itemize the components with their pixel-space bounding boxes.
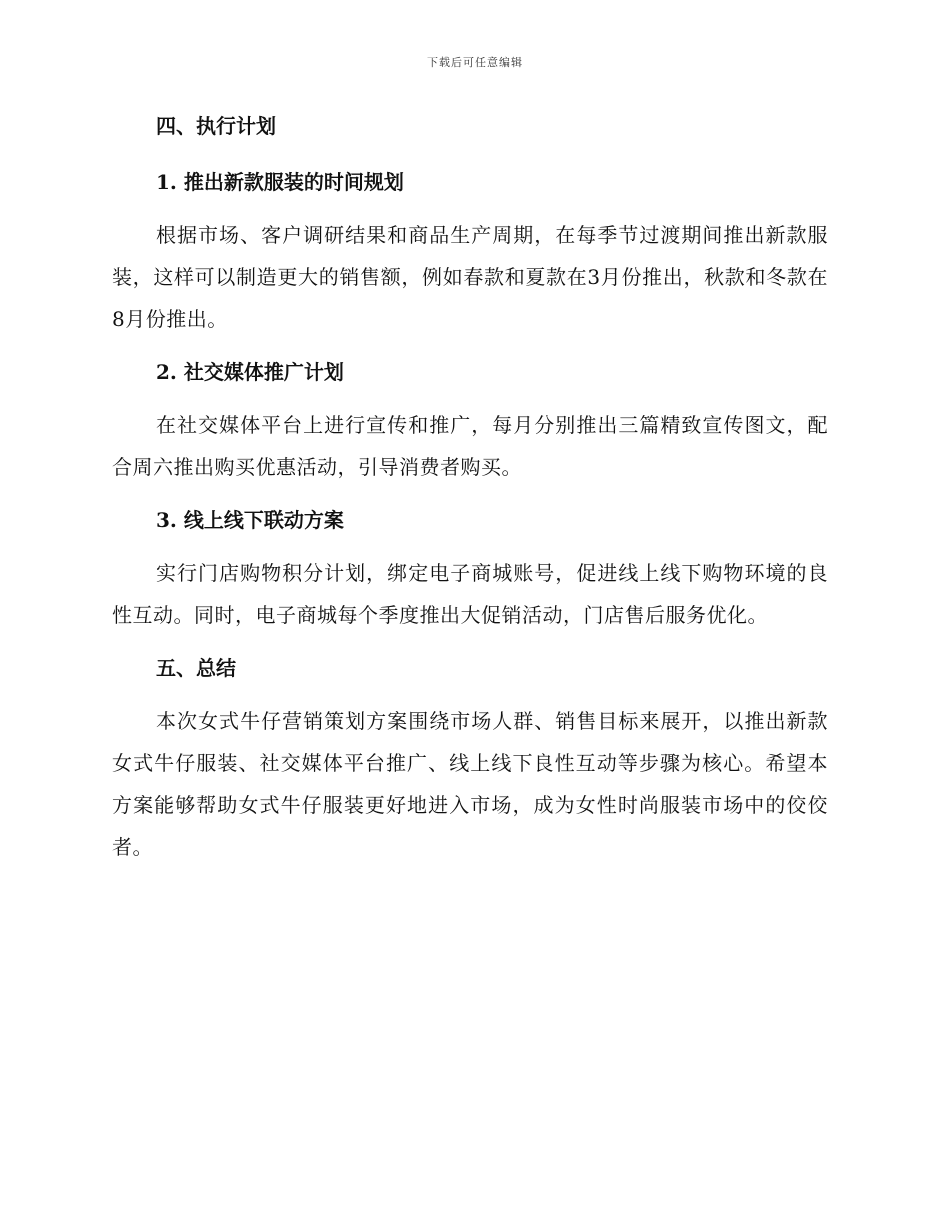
section-heading-execution-plan: 四、执行计划 bbox=[156, 114, 276, 138]
paragraph-online-offline: 实行门店购物积分计划，绑定电子商城账号，促进线上线下购物环境的良性互动。同时，电子商城每个季度推出大促销活动，门店售后服务优化。 bbox=[112, 561, 828, 627]
subheading-online-offline: 3. 线上线下联动方案 bbox=[156, 508, 344, 532]
subheading-social-media: 2. 社交媒体推广计划 bbox=[156, 360, 344, 384]
document-body bbox=[112, 108, 828, 882]
paragraph-summary: 本次女式牛仔营销策划方案围绕市场人群、销售目标来展开，以推出新款女式牛仔服装、社交媒体平台推广、线上线下良性互动等步骤为核心。希望本方案能够帮助女式牛仔服装更好地进入市场，成为女性时尚服装市场中的佼佼者。 bbox=[112, 709, 828, 859]
page-header-note: 下载后可任意编辑 bbox=[427, 56, 523, 69]
subheading-launch-timeline: 1. 推出新款服装的时间规划 bbox=[156, 170, 404, 194]
paragraph-launch-timeline: 根据市场、客户调研结果和商品生产周期，在每季节过渡期间推出新款服装，这样可以制造更大的销售额，例如春款和夏款在3月份推出，秋款和冬款在8月份推出。 bbox=[112, 223, 828, 331]
paragraph-social-media: 在社交媒体平台上进行宣传和推广，每月分别推出三篇精致宣传图文，配合周六推出购买优惠活动，引导消费者购买。 bbox=[112, 413, 828, 479]
section-heading-summary: 五、总结 bbox=[156, 656, 236, 680]
